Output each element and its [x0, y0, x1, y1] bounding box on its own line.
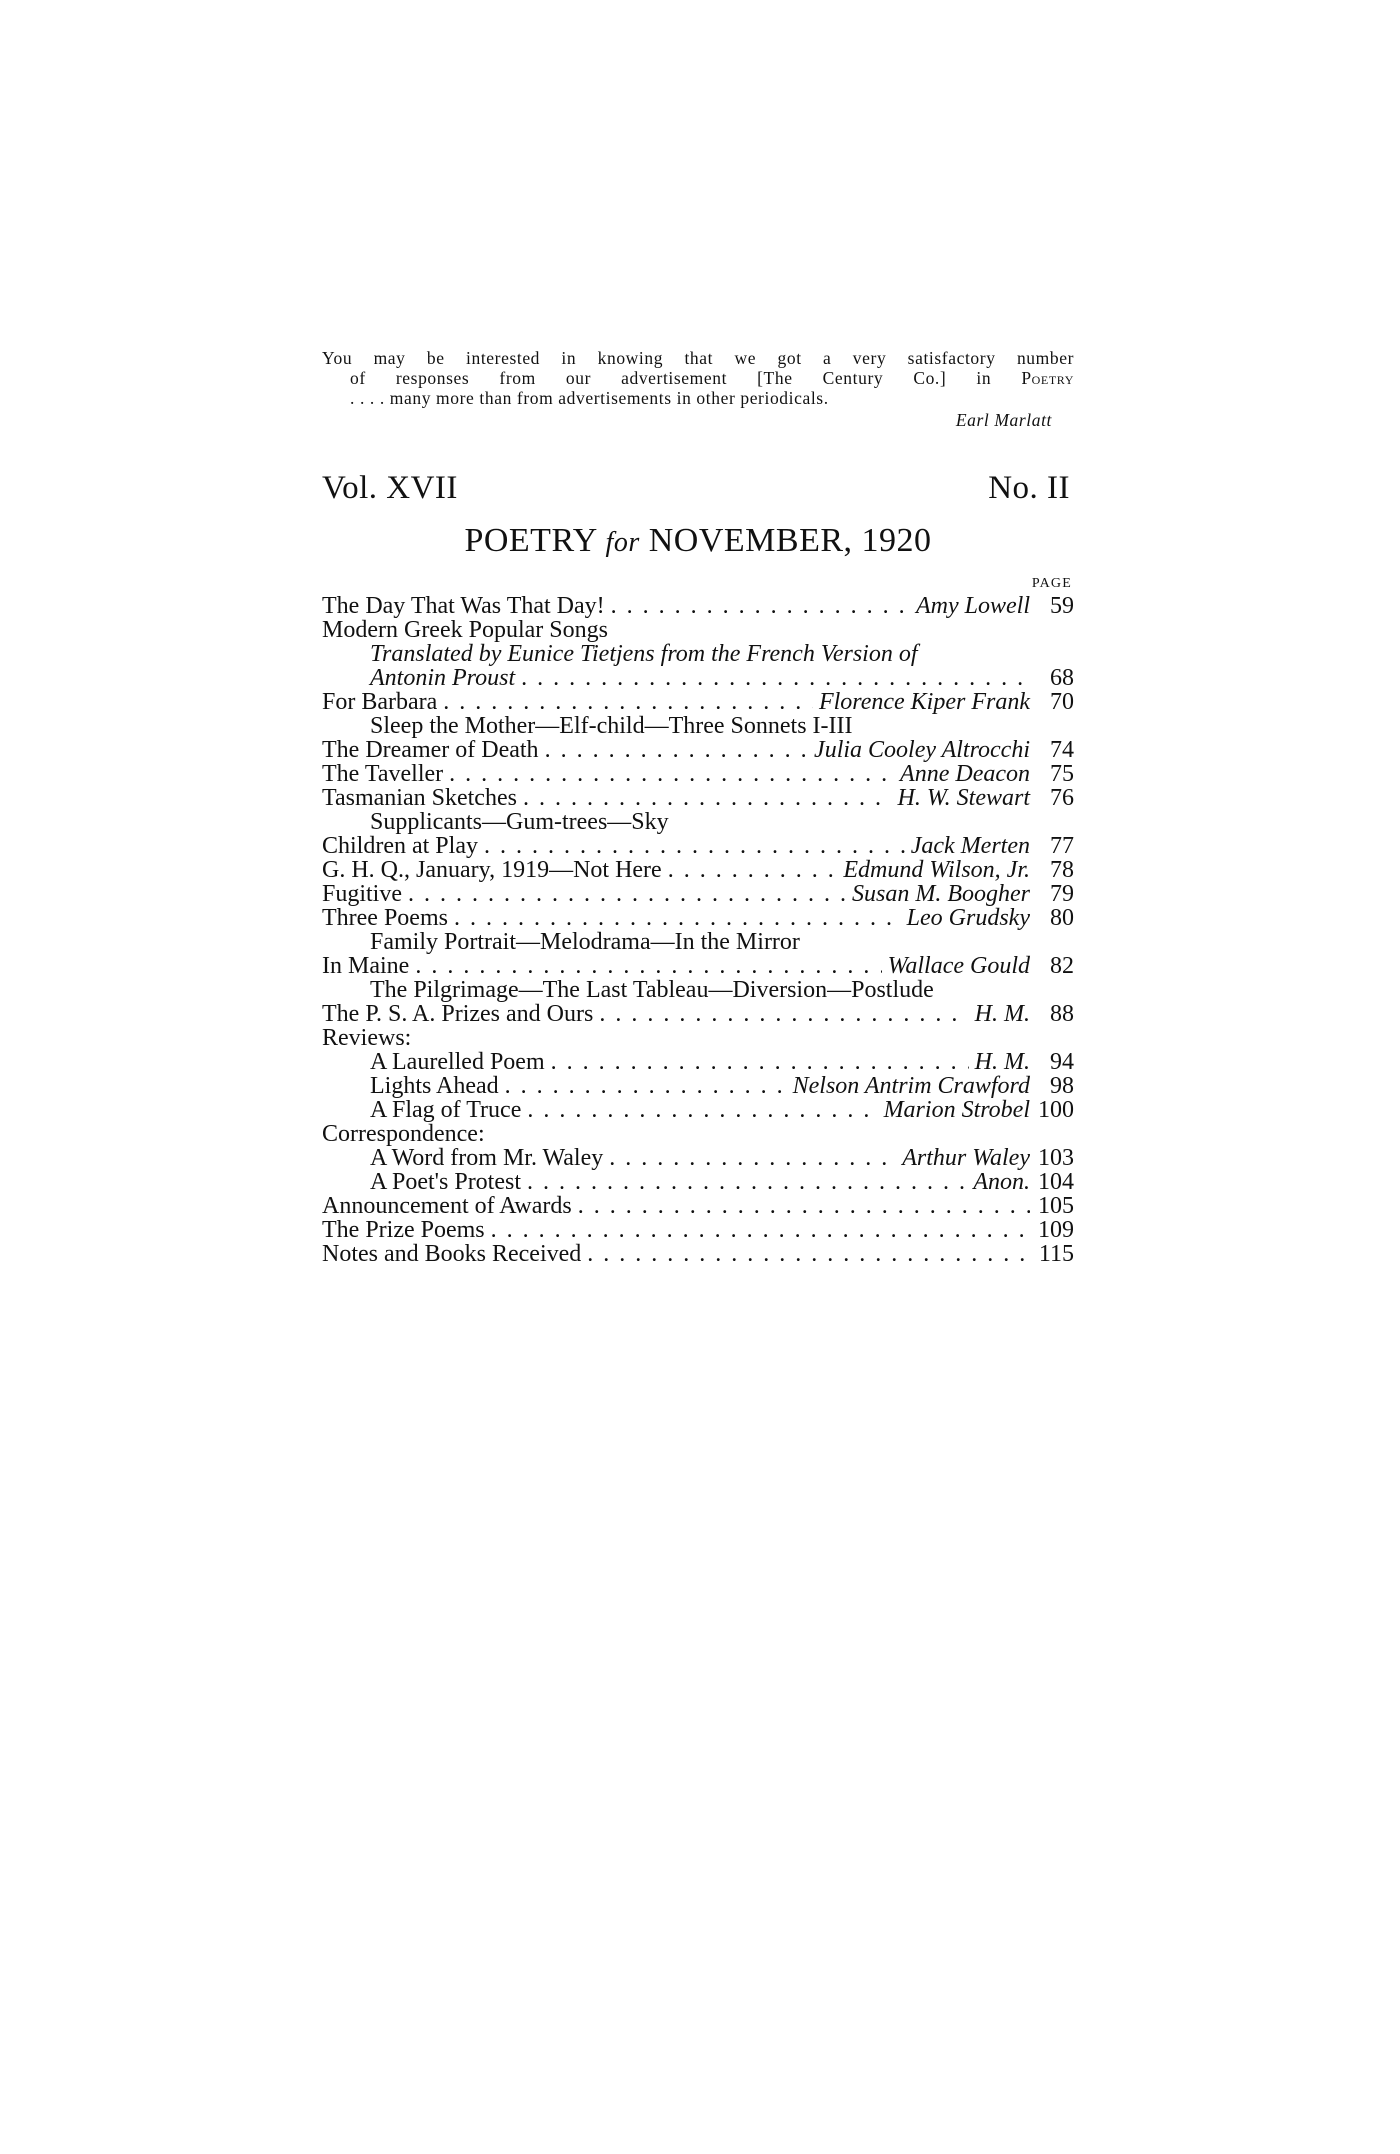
entry-title: A Word from Mr. Waley — [370, 1145, 604, 1171]
entry-page: 105 — [1038, 1193, 1074, 1219]
entry-page: 79 — [1050, 881, 1074, 907]
title-part: POETRY — [464, 522, 606, 559]
toc-entry-credit — [322, 666, 1074, 690]
leader-dots — [581, 1242, 1030, 1266]
toc-entry — [322, 906, 1074, 930]
entry-page: 104 — [1038, 1169, 1074, 1195]
toc-entry — [322, 618, 1074, 642]
entry-title: G. H. Q., January, 1919—Not Here — [322, 857, 662, 883]
toc-entry — [322, 954, 1074, 978]
toc-entry — [322, 882, 1074, 906]
toc-entry — [322, 762, 1074, 786]
quote-line: . . . . many more than from advertisements in other periodicals. — [350, 388, 829, 408]
volume-label: Vol. XVII — [322, 470, 458, 506]
entry-title: A Laurelled Poem — [370, 1049, 545, 1075]
leader-dots — [593, 1002, 968, 1026]
entry-title: In Maine — [322, 953, 410, 979]
toc-entry — [322, 1002, 1074, 1026]
entry-title: The Dreamer of Death — [322, 737, 539, 763]
leader-dots — [521, 1098, 877, 1122]
entry-page: 100 — [1038, 1097, 1074, 1123]
toc-subentry — [322, 930, 1074, 954]
entry-page: 82 — [1050, 953, 1074, 979]
leader-dots — [545, 1050, 969, 1074]
entry-author: Marion Strobel — [883, 1097, 1030, 1123]
section-heading: Reviews: — [322, 1025, 412, 1051]
entry-page: 75 — [1050, 761, 1074, 787]
leader-dots — [662, 858, 838, 882]
toc-entry — [322, 1242, 1074, 1266]
entry-title: Fugitive — [322, 881, 403, 907]
toc-entry — [322, 834, 1074, 858]
entry-title: Announcement of Awards — [322, 1193, 572, 1219]
page-title — [322, 522, 1074, 560]
entry-page: 88 — [1050, 1001, 1074, 1027]
toc-section-heading — [322, 1122, 1074, 1146]
toc-entry — [322, 1050, 1074, 1074]
entry-page: 103 — [1038, 1145, 1074, 1171]
entry-credit: Antonin Proust — [370, 665, 516, 691]
leader-dots — [448, 906, 901, 930]
toc-subentry — [322, 810, 1074, 834]
leader-dots — [437, 690, 813, 714]
toc-entry — [322, 1194, 1074, 1218]
entry-page: 98 — [1050, 1073, 1074, 1099]
issue-number: No. II — [988, 470, 1070, 506]
entry-page: 94 — [1050, 1049, 1074, 1075]
entry-title: Tasmanian Sketches — [322, 785, 517, 811]
toc-entry — [322, 690, 1074, 714]
entry-subtitles: Sleep the Mother—Elf-child—Three Sonnets I-III — [370, 713, 853, 739]
table-of-contents — [322, 594, 1074, 1266]
page-column-header: PAGE — [1031, 576, 1072, 591]
entry-author: H. M. — [974, 1001, 1030, 1027]
entry-page: 76 — [1050, 785, 1074, 811]
entry-author: Leo Grudsky — [906, 905, 1030, 931]
entry-author: Jack Merten — [910, 833, 1030, 859]
entry-title: Lights Ahead — [370, 1073, 499, 1099]
entry-page: 77 — [1050, 833, 1074, 859]
toc-entry — [322, 1098, 1074, 1122]
entry-author: Wallace Gould — [887, 953, 1030, 979]
entry-title: Children at Play — [322, 833, 478, 859]
entry-page: 78 — [1050, 857, 1074, 883]
leader-dots — [402, 882, 846, 906]
entry-author: H. M. — [974, 1049, 1030, 1075]
quote-magazine-name: Poetry — [1021, 368, 1074, 388]
toc-entry — [322, 786, 1074, 810]
toc-entry — [322, 1218, 1074, 1242]
toc-entry — [322, 1146, 1074, 1170]
leader-dots — [443, 762, 894, 786]
entry-title: For Barbara — [322, 689, 438, 715]
leader-dots — [539, 738, 808, 762]
entry-author: Arthur Waley — [902, 1145, 1030, 1171]
entry-title: Three Poems — [322, 905, 448, 931]
toc-subentry — [322, 714, 1074, 738]
entry-author: Anon. — [973, 1169, 1030, 1195]
entry-author: H. W. Stewart — [897, 785, 1030, 811]
entry-page: 74 — [1050, 737, 1074, 763]
entry-subtitles: Supplicants—Gum-trees—Sky — [370, 809, 669, 835]
entry-page: 115 — [1038, 1241, 1074, 1267]
entry-page: 109 — [1038, 1217, 1074, 1243]
entry-page: 70 — [1050, 689, 1074, 715]
toc-entry — [322, 858, 1074, 882]
entry-subtitles: Family Portrait—Melodrama—In the Mirror — [370, 929, 800, 955]
leader-dots — [409, 954, 881, 978]
leader-dots — [521, 1170, 967, 1194]
leader-dots — [485, 1218, 1030, 1242]
leader-dots — [603, 1146, 896, 1170]
quote-line-text: of responses from our advertisement [The Century Co.] in — [350, 368, 1022, 388]
leader-dots — [499, 1074, 787, 1098]
entry-title: A Poet's Protest — [370, 1169, 522, 1195]
entry-page: 80 — [1050, 905, 1074, 931]
section-heading: Correspondence: — [322, 1121, 485, 1147]
title-for: for — [605, 527, 640, 558]
entry-title: The Taveller — [322, 761, 444, 787]
entry-author: Susan M. Boogher — [852, 881, 1030, 907]
toc-subentry — [322, 978, 1074, 1002]
toc-entry — [322, 738, 1074, 762]
entry-title: Modern Greek Popular Songs — [322, 617, 608, 643]
entry-author: Edmund Wilson, Jr. — [843, 857, 1030, 883]
entry-title: The P. S. A. Prizes and Ours — [322, 1001, 594, 1027]
entry-title: The Prize Poems — [322, 1217, 485, 1243]
quote-line: You may be interested in knowing that we got a very satisfactory number — [322, 348, 1074, 368]
toc-entry-credit — [322, 642, 1074, 666]
entry-author: Florence Kiper Frank — [818, 689, 1030, 715]
toc-section-heading — [322, 1026, 1074, 1050]
entry-author: Anne Deacon — [900, 761, 1030, 787]
entry-page: 59 — [1050, 593, 1074, 619]
entry-author: Amy Lowell — [916, 593, 1030, 619]
toc-entry — [322, 1074, 1074, 1098]
leader-dots — [515, 666, 1030, 690]
entry-page: 68 — [1050, 665, 1074, 691]
entry-title: The Day That Was That Day! — [322, 593, 605, 619]
title-part: NOVEMBER, 1920 — [639, 522, 932, 559]
entry-author: Nelson Antrim Crawford — [792, 1073, 1030, 1099]
quote-line — [322, 368, 1074, 388]
advertisement-quote — [322, 348, 1074, 430]
entry-title: A Flag of Truce — [370, 1097, 522, 1123]
toc-entry — [322, 594, 1074, 618]
leader-dots — [572, 1194, 1030, 1218]
leader-dots — [605, 594, 910, 618]
toc-entry — [322, 1170, 1074, 1194]
entry-credit: Translated by Eunice Tietjens from the French Version of — [370, 641, 918, 667]
entry-author: Julia Cooley Altrocchi — [814, 737, 1030, 763]
leader-dots — [517, 786, 892, 810]
entry-subtitles: The Pilgrimage—The Last Tableau—Diversion—Postlude — [370, 977, 934, 1003]
quote-signature: Earl Marlatt — [955, 410, 1052, 430]
entry-title: Notes and Books Received — [322, 1241, 582, 1267]
leader-dots — [478, 834, 905, 858]
